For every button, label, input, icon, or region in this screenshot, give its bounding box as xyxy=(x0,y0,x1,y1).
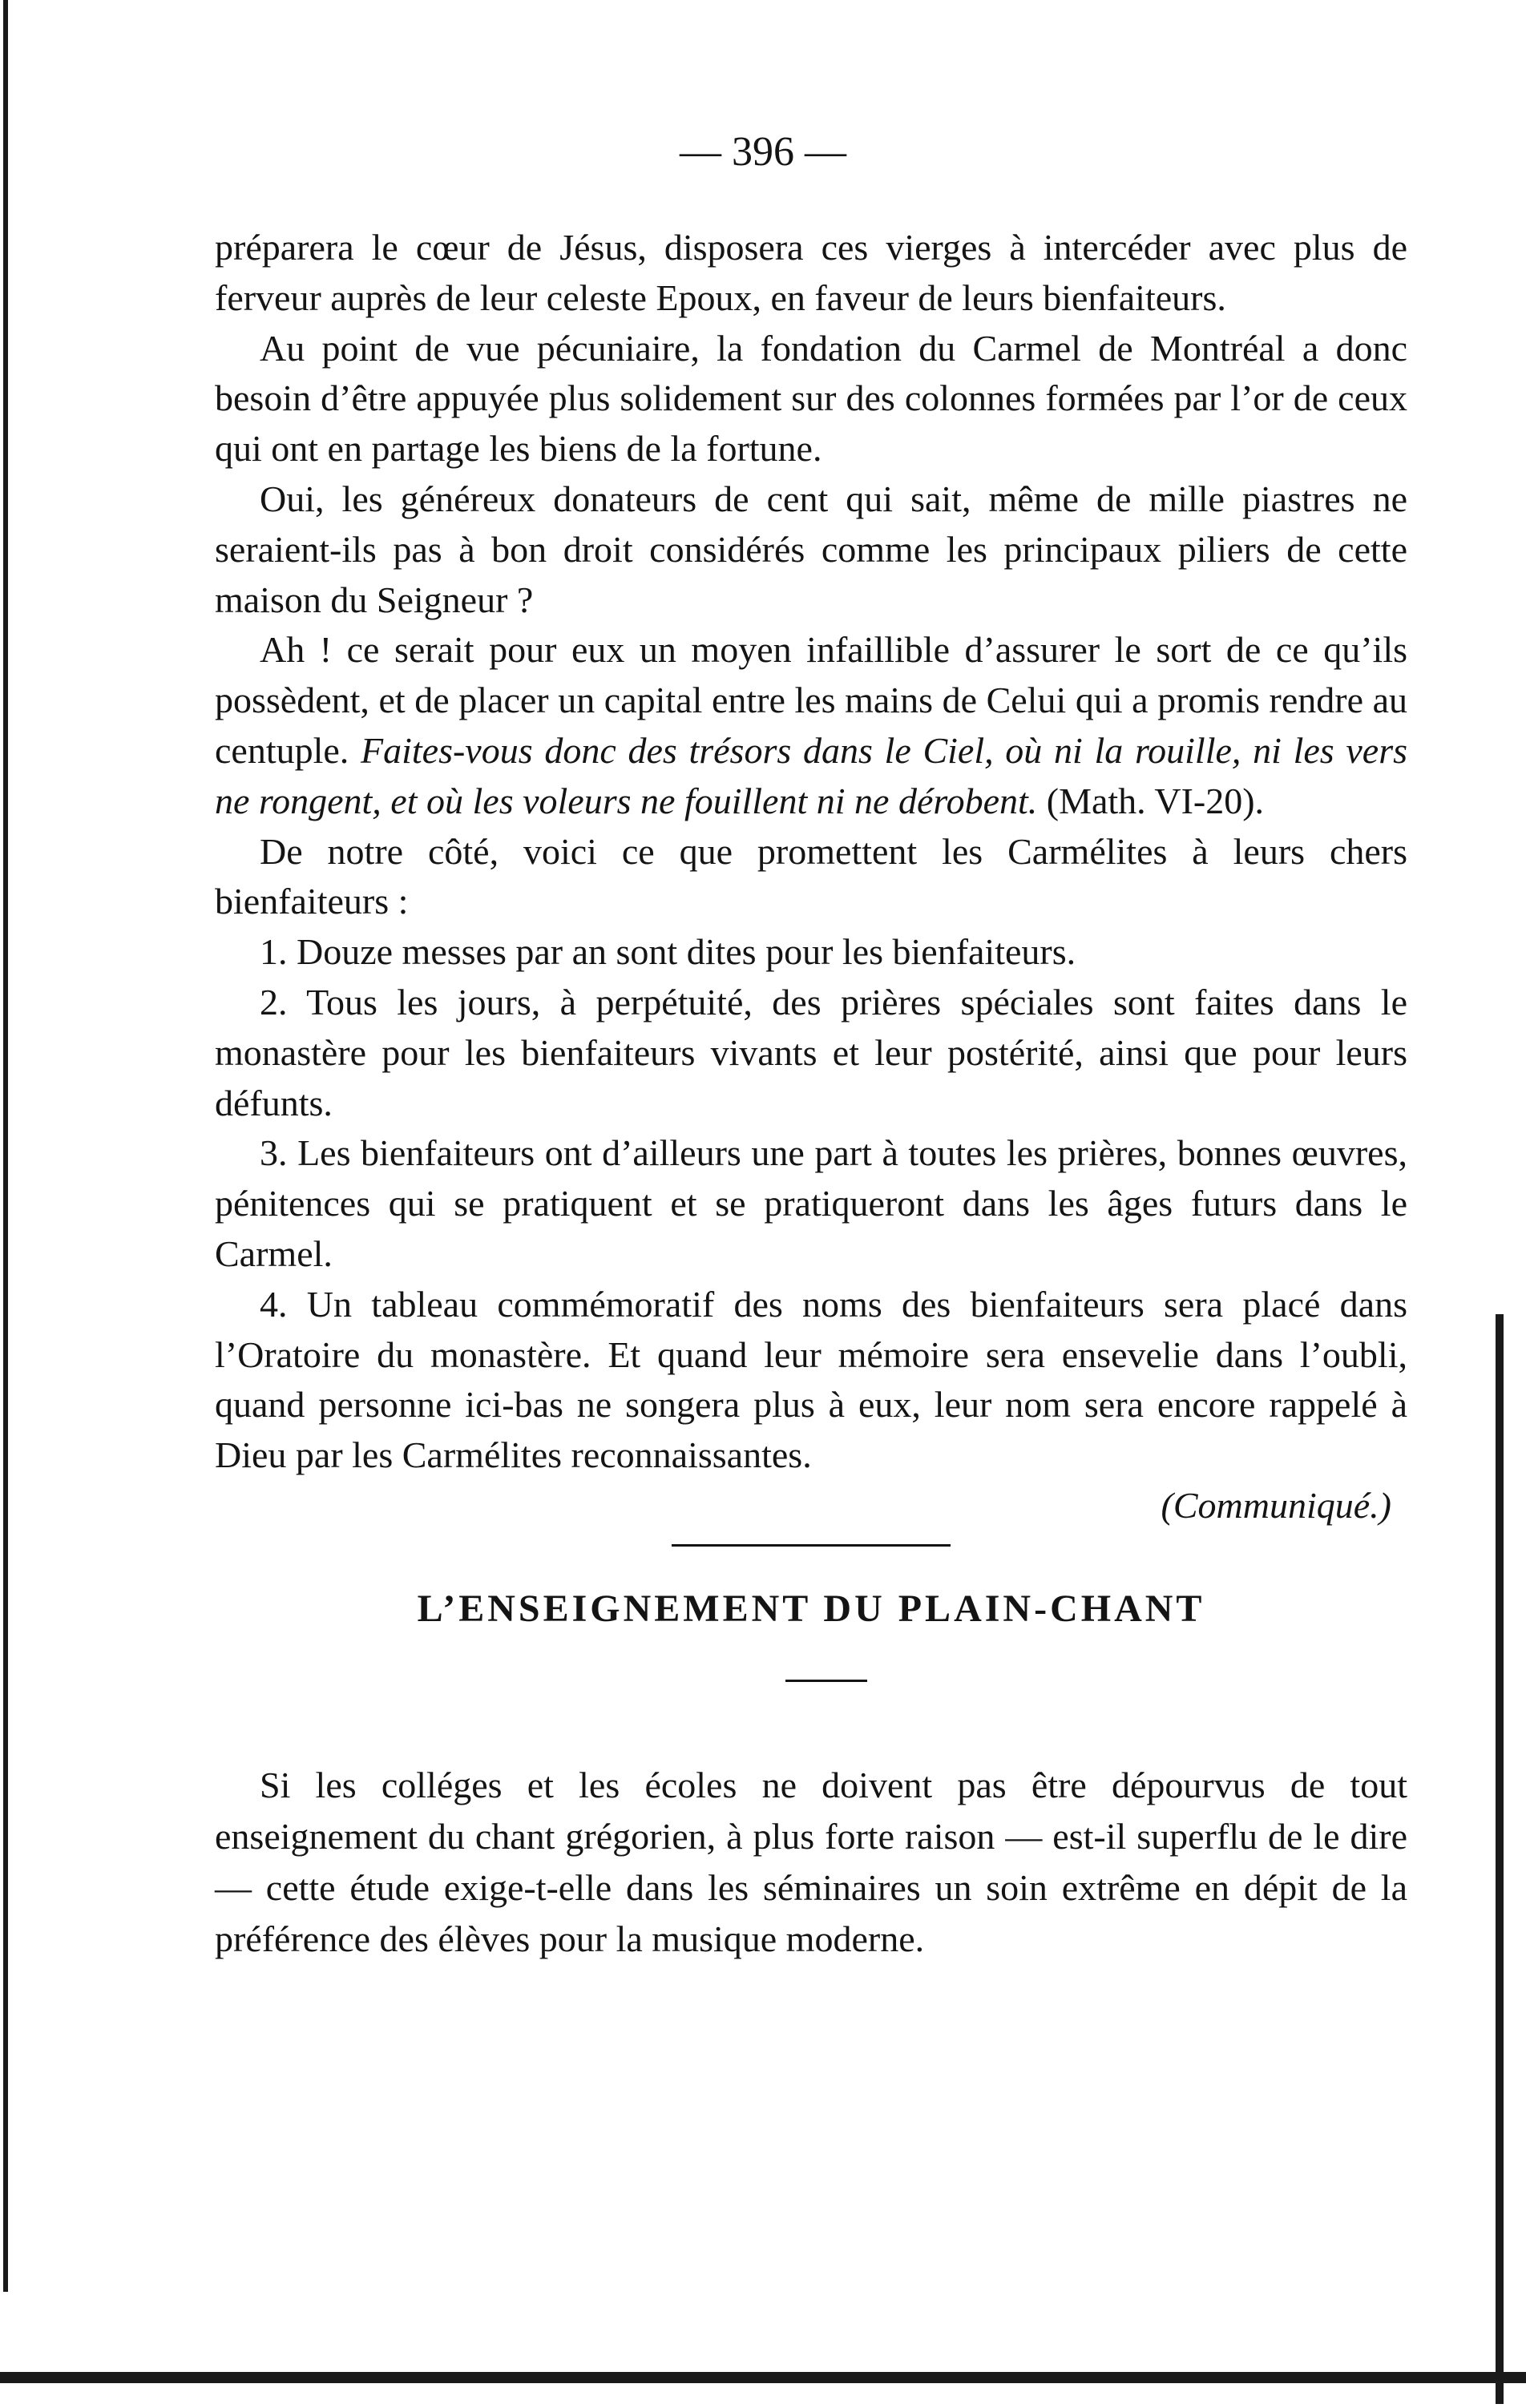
promise-item-2: 2. Tous les jours, à perpétuité, des prières spéciales sont faites dans le monastère pour les bienfaiteurs vivants et leur postérité, ainsi que pour leurs défunts. xyxy=(215,981,1407,1123)
scripture-quote: Faites-vous donc des trésors dans le Ciel, où ni la rouille, ni les vers ne rongent, et où les voleurs ne fouillent ni ne dérobent. xyxy=(215,729,1407,821)
section-heading: L’ENSEIGNEMENT DU PLAIN-CHANT xyxy=(417,1587,1205,1630)
promise-item-3: 3. Les bienfaiteurs ont d’ailleurs une part à toutes les prières, bonnes œuvres, pénitences qui se pratiquent et se pratiqueront dans les âges futurs dans le Carmel. xyxy=(215,1132,1407,1274)
scripture-reference: (Math. VI-20). xyxy=(1046,780,1265,821)
section-paragraph: Si les colléges et les écoles ne doivent pas être dépourvus de tout enseignement du chant grégorien, à plus forte raison — est-il superflu de le dire — cette étude exige-t-elle dans les séminaires un soin extrême en dépit de la préférence des élèves pour la musique moderne. xyxy=(215,1764,1407,1959)
heading-underline-rule xyxy=(215,1635,1407,1707)
scan-edge-left xyxy=(3,0,8,2292)
paragraph-donateurs: Oui, les généreux donateurs de cent qui sait, même de mille piastres ne seraient-ils pas à bon droit considérés comme les principaux piliers de cette maison du Seigneur ? xyxy=(215,478,1407,620)
page-number: — 396 — xyxy=(680,129,846,175)
scan-edge-bottom xyxy=(0,2372,1526,2383)
section-body xyxy=(215,1760,1407,1965)
promise-item-1: 1. Douze messes par an sont dites pour les bienfaiteurs. xyxy=(260,931,1076,973)
promise-item-4: 4. Un tableau commémoratif des noms des bienfaiteurs sera placé dans l’Oratoire du monastère. Et quand leur mémoire sera ensevelie dans l’oubli, quand personne ici-bas ne songera plus à eux, leur nom sera encore rappelé à Dieu par les Carmélites reconnaissantes. xyxy=(215,1283,1407,1476)
credit-line xyxy=(215,1481,1407,1531)
scan-edge-right xyxy=(1496,1314,1504,2404)
paragraph-ah xyxy=(215,625,1407,826)
paragraph-continuation: préparera le cœur de Jésus, disposera ces vierges à intercéder avec plus de ferveur auprès de leur celeste Epoux, en faveur de leurs bienfaiteurs. xyxy=(215,227,1407,318)
section-divider-rule xyxy=(215,1531,1407,1584)
ah-text: Ah ! ce serait pour eux un moyen infaillible d’assurer le sort de ce qu’ils possèdent, et de placer un capital entre les mains de Celui qui a promis rendre au centuple. xyxy=(215,629,1407,771)
promise-intro: De notre côté, voici ce que promettent les Carmélites à leurs chers bienfaiteurs : xyxy=(215,830,1407,922)
credit-text: (Communiqué.) xyxy=(1161,1484,1391,1526)
text-column xyxy=(215,223,1407,1965)
paragraph-pecuniaire: Au point de vue pécuniaire, la fondation du Carmel de Montréal a donc besoin d’être appuyée plus solidement sur des colonnes formées par l’or de ceux qui ont en partage les biens de la fortune. xyxy=(215,327,1407,470)
